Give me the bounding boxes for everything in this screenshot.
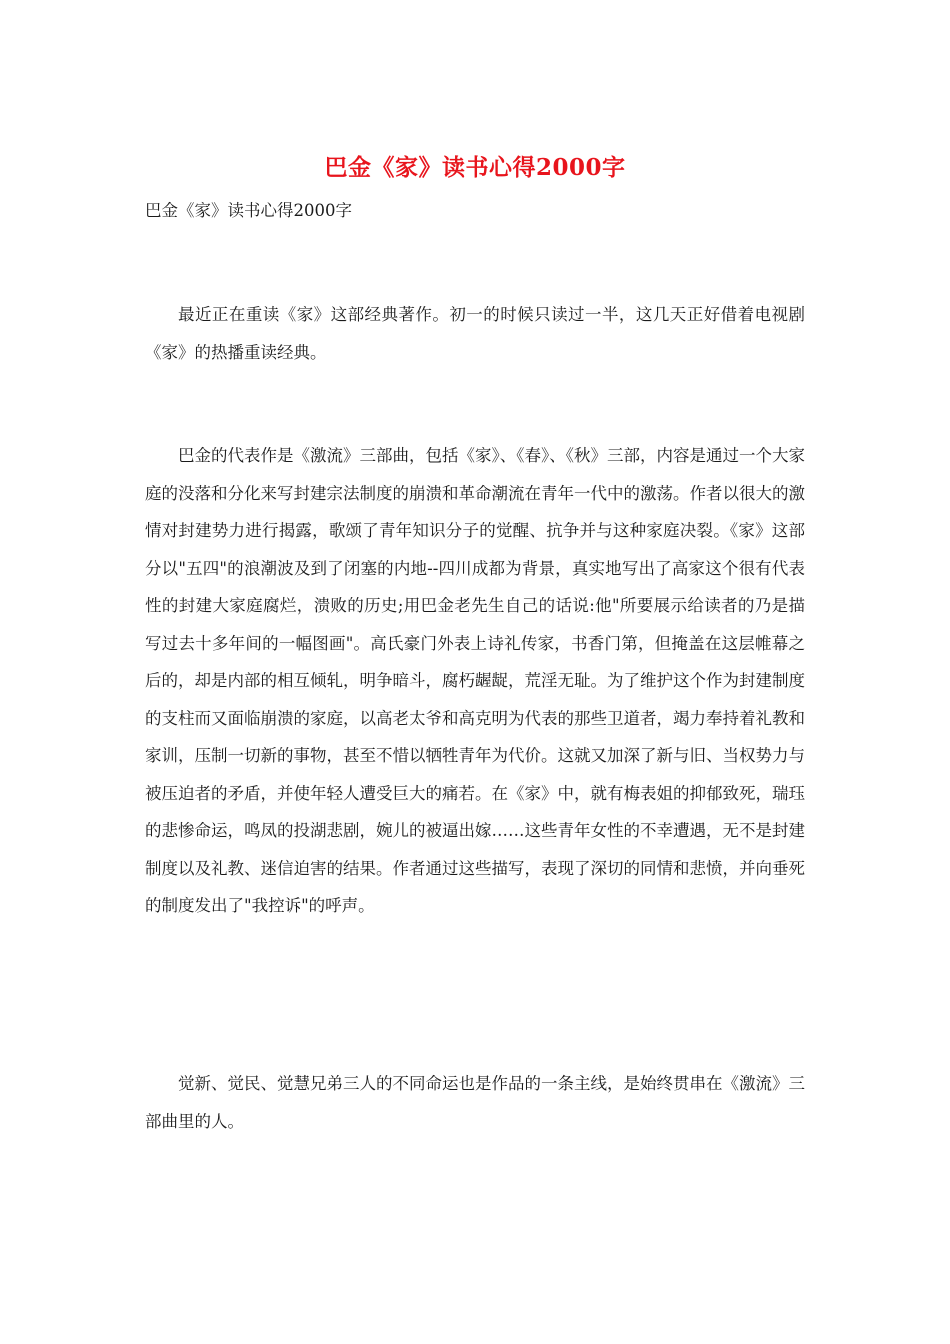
document-title: 巴金《家》读书心得2000字	[324, 154, 626, 181]
paragraph-1: 最近正在重读《家》这部经典著作。初一的时候只读过一半，这几天正好借着电视剧《家》的热播重读经典。	[145, 305, 805, 362]
paragraph-3: 觉新、觉民、觉慧兄弟三人的不同命运也是作品的一条主线，是始终贯串在《激流》三部曲里的人。	[145, 1074, 805, 1131]
document-subtitle: 巴金《家》读书心得2000字	[145, 201, 352, 220]
paragraph-2: 巴金的代表作是《激流》三部曲，包括《家》、《春》、《秋》三部，内容是通过一个大家庭的没落和分化来写封建宗法制度的崩溃和革命潮流在青年一代中的激荡。作者以很大的激情对封建势力进行揭露，歌颂了青年知识分子的觉醒、抗争并与这种家庭决裂。《家》这部分以"五四"的浪潮波及到了闭塞的内地--四川成都为背景，真实地写出了高家这个很有代表性的封建大家庭腐烂，溃败的历史;用巴金老先生自己的话说:他"所要展示给读者的乃是描写过去十多年间的一幅图画"。高氏豪门外表上诗礼传家，书香门第，但掩盖在这层帷幕之后的，却是内部的相互倾轧，明争暗斗，腐朽龌龊，荒淫无耻。为了维护这个作为封建制度的支柱而又面临崩溃的家庭，以高老太爷和高克明为代表的那些卫道者，竭力奉持着礼教和家训，压制一切新的事物，甚至不惜以牺牲青年为代价。这就又加深了新与旧、当权势力与被压迫者的矛盾，并使年轻人遭受巨大的痛若。在《家》中，就有梅表姐的抑郁致死，瑞珏的悲惨命运，鸣凤的投湖悲剧，婉儿的被逼出嫁……这些青年女性的不幸遭遇，无不是封建制度以及礼教、迷信迫害的结果。作者通过这些描写，表现了深切的同情和悲愤，并向垂死的制度发出了"我控诉"的呼声。	[145, 446, 805, 915]
